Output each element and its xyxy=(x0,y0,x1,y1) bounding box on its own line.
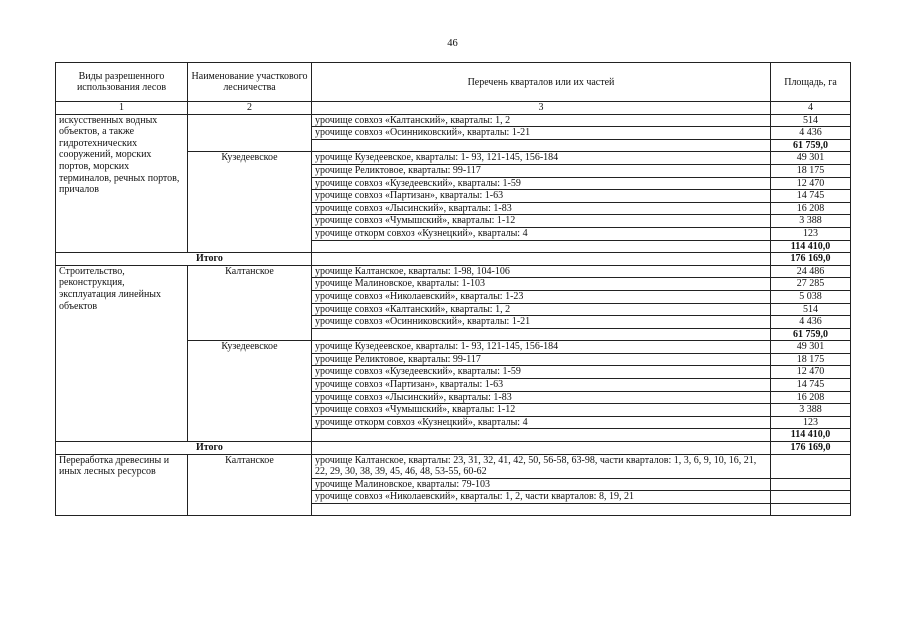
area-cell: 49 301 xyxy=(771,341,851,354)
subtotal-area-cell: 61 759,0 xyxy=(771,328,851,341)
total-area-cell: 176 169,0 xyxy=(771,442,851,455)
total-label-cell: Итого xyxy=(56,253,312,266)
area-cell: 16 208 xyxy=(771,391,851,404)
empty-cell xyxy=(312,240,771,253)
forestry-name-cell xyxy=(188,114,312,152)
quarters-cell: урочище Кузедеевское, кварталы: 1- 93, 121-145, 156-184 xyxy=(312,152,771,165)
table-row xyxy=(56,114,851,127)
page-number: 46 xyxy=(447,38,458,49)
total-area-cell: 176 169,0 xyxy=(771,253,851,266)
area-cell: 14 745 xyxy=(771,379,851,392)
area-cell: 27 285 xyxy=(771,278,851,291)
empty-cell xyxy=(312,442,771,455)
quarters-cell: урочище Малиновское, кварталы: 79-103 xyxy=(312,478,771,491)
forestry-name-cell: Кузедеевское xyxy=(188,152,312,253)
subtotal-area-cell: 61 759,0 xyxy=(771,139,851,152)
header-use: Виды разрешенного использования лесов xyxy=(56,63,188,102)
forestry-name-cell: Кузедеевское xyxy=(188,341,312,442)
quarters-cell: урочище Реликтовое, кварталы: 99-117 xyxy=(312,353,771,366)
area-cell: 12 470 xyxy=(771,177,851,190)
column-number: 4 xyxy=(771,102,851,115)
area-cell xyxy=(771,478,851,491)
subtotal-area-cell: 114 410,0 xyxy=(771,240,851,253)
header-forestry: Наименование участкового лесничества xyxy=(188,63,312,102)
quarters-cell: урочище совхоз «Партизан», кварталы: 1-63 xyxy=(312,379,771,392)
empty-cell xyxy=(312,504,771,516)
header-quarters: Перечень кварталов или их частей xyxy=(312,63,771,102)
table-row xyxy=(56,454,851,478)
quarters-cell: урочище откорм совхоз «Кузнецкий», кварталы: 4 xyxy=(312,227,771,240)
area-cell: 514 xyxy=(771,303,851,316)
total-label-cell: Итого xyxy=(56,442,312,455)
area-cell: 12 470 xyxy=(771,366,851,379)
quarters-cell: урочище совхоз «Николаевский», кварталы: 1-23 xyxy=(312,290,771,303)
empty-cell xyxy=(312,253,771,266)
area-cell: 3 388 xyxy=(771,404,851,417)
quarters-cell: урочище Калтанское, кварталы: 1-98, 104-106 xyxy=(312,265,771,278)
table-row xyxy=(56,265,851,278)
quarters-cell: урочище совхоз «Чумышский», кварталы: 1-12 xyxy=(312,215,771,228)
quarters-cell: урочище совхоз «Николаевский», кварталы: 1, 2, части кварталов: 8, 19, 21 xyxy=(312,491,771,504)
table-header-row xyxy=(56,63,851,102)
quarters-cell: урочище Малиновское, кварталы: 1-103 xyxy=(312,278,771,291)
use-type-cell: искусственных водных объектов, а также гидротехнических сооружений, морских портов, морских терминалов, речных портов, причалов xyxy=(56,114,188,253)
area-cell: 3 388 xyxy=(771,215,851,228)
area-cell: 24 486 xyxy=(771,265,851,278)
quarters-cell: урочище совхоз «Калтанский», кварталы: 1, 2 xyxy=(312,114,771,127)
area-cell: 18 175 xyxy=(771,353,851,366)
total-row xyxy=(56,253,851,266)
header-area: Площадь, га xyxy=(771,63,851,102)
area-cell: 123 xyxy=(771,416,851,429)
quarters-cell: урочище совхоз «Лысинский», кварталы: 1-83 xyxy=(312,391,771,404)
subtotal-area-cell: 114 410,0 xyxy=(771,429,851,442)
area-cell xyxy=(771,454,851,478)
forest-use-table xyxy=(55,62,851,516)
empty-cell xyxy=(312,139,771,152)
area-cell: 18 175 xyxy=(771,164,851,177)
area-cell: 4 436 xyxy=(771,127,851,140)
area-cell: 4 436 xyxy=(771,316,851,329)
quarters-cell: урочище откорм совхоз «Кузнецкий», кварталы: 4 xyxy=(312,416,771,429)
quarters-cell: урочище Реликтовое, кварталы: 99-117 xyxy=(312,164,771,177)
quarters-cell: урочище совхоз «Осинниковский», кварталы: 1-21 xyxy=(312,316,771,329)
area-cell: 49 301 xyxy=(771,152,851,165)
use-type-cell: Переработка древесины и иных лесных ресурсов xyxy=(56,454,188,515)
forestry-name-cell: Калтанское xyxy=(188,454,312,515)
forestry-name-cell: Калтанское xyxy=(188,265,312,341)
total-row xyxy=(56,442,851,455)
quarters-cell: урочище совхоз «Чумышский», кварталы: 1-12 xyxy=(312,404,771,417)
column-number: 2 xyxy=(188,102,312,115)
empty-cell xyxy=(312,429,771,442)
quarters-cell: урочище Калтанское, кварталы: 23, 31, 32, 41, 42, 50, 56-58, 63-98, части кварталов: 1, 3, 6, 9, 10, 16, 21, 22, 29, 30, 38, 39, 45, 46, 48, 53-55, 60-62 xyxy=(312,454,771,478)
quarters-cell: урочище Кузедеевское, кварталы: 1- 93, 121-145, 156-184 xyxy=(312,341,771,354)
area-cell: 123 xyxy=(771,227,851,240)
quarters-cell: урочище совхоз «Партизан», кварталы: 1-63 xyxy=(312,190,771,203)
area-cell: 16 208 xyxy=(771,202,851,215)
table-body xyxy=(56,114,851,515)
column-number: 3 xyxy=(312,102,771,115)
area-cell xyxy=(771,491,851,504)
use-type-cell: Строительство, реконструкция, эксплуатация линейных объектов xyxy=(56,265,188,441)
area-cell: 5 038 xyxy=(771,290,851,303)
empty-cell xyxy=(312,328,771,341)
area-cell: 514 xyxy=(771,114,851,127)
quarters-cell: урочище совхоз «Осинниковский», кварталы: 1-21 xyxy=(312,127,771,140)
quarters-cell: урочище совхоз «Кузедеевский», кварталы: 1-59 xyxy=(312,366,771,379)
area-cell: 14 745 xyxy=(771,190,851,203)
quarters-cell: урочище совхоз «Кузедеевский», кварталы: 1-59 xyxy=(312,177,771,190)
quarters-cell: урочище совхоз «Лысинский», кварталы: 1-83 xyxy=(312,202,771,215)
quarters-cell: урочище совхоз «Калтанский», кварталы: 1, 2 xyxy=(312,303,771,316)
subtotal-area-cell xyxy=(771,504,851,516)
column-number: 1 xyxy=(56,102,188,115)
column-number-row xyxy=(56,102,851,115)
